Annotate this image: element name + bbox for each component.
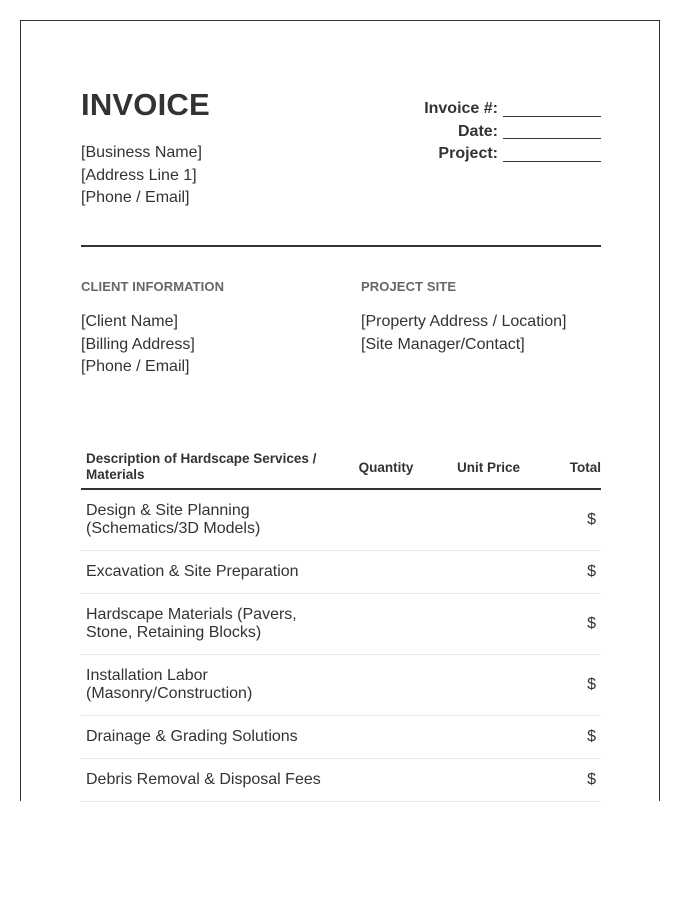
client-billing-address: [Billing Address] (81, 335, 195, 353)
client-section-label: CLIENT INFORMATION (81, 279, 225, 294)
table-row (81, 655, 601, 716)
business-name: [Business Name] (81, 144, 202, 161)
column-header-quantity: Quantity (358, 459, 414, 475)
table-row (81, 716, 601, 759)
invoice-title: INVOICE (81, 87, 210, 122)
site-info (361, 311, 566, 356)
invoice-meta (351, 98, 601, 166)
site-contact: [Site Manager/Contact] (361, 335, 525, 353)
row-total: $ (587, 771, 596, 788)
date-field[interactable] (503, 124, 601, 139)
column-header-description: Description of Hardscape Services / Materials (86, 451, 317, 482)
table-row (81, 594, 601, 655)
business-address: [Address Line 1] (81, 166, 197, 184)
project-row (351, 143, 601, 166)
client-contact: [Phone / Email] (81, 358, 190, 375)
invoice-number-row (351, 98, 601, 121)
table-row (81, 490, 601, 551)
column-header-unit-price: Unit Price (456, 459, 521, 475)
row-description: Installation Labor (Masonry/Construction) (86, 667, 253, 702)
client-name: [Client Name] (81, 313, 178, 330)
site-section-label: PROJECT SITE (361, 279, 457, 294)
invoice-number-field[interactable] (503, 102, 601, 117)
column-header-total: Total (569, 459, 601, 475)
project-field[interactable] (503, 147, 601, 162)
date-label: Date: (457, 122, 498, 140)
row-description: Design & Site Planning (Schematics/3D Models) (86, 502, 261, 537)
invoice-number-label: Invoice #: (424, 100, 498, 117)
row-total: $ (587, 676, 596, 693)
row-total: $ (587, 511, 596, 528)
row-total: $ (587, 728, 596, 745)
site-address: [Property Address / Location] (361, 313, 567, 330)
row-total: $ (587, 563, 596, 580)
row-description: Drainage & Grading Solutions (86, 728, 298, 745)
project-label: Project: (438, 145, 498, 162)
row-total: $ (587, 615, 596, 632)
table-row (81, 759, 601, 802)
row-description: Excavation & Site Preparation (86, 563, 299, 580)
services-table (81, 446, 601, 802)
table-header (81, 446, 601, 490)
date-row (351, 121, 601, 144)
header-divider (81, 245, 601, 247)
client-info (81, 311, 195, 379)
business-info (81, 142, 202, 210)
row-description: Hardscape Materials (Pavers, Stone, Retaining Blocks) (86, 606, 297, 641)
business-contact: [Phone / Email] (81, 189, 190, 206)
table-row (81, 551, 601, 594)
invoice-page (20, 20, 660, 801)
row-description: Debris Removal & Disposal Fees (86, 771, 321, 788)
